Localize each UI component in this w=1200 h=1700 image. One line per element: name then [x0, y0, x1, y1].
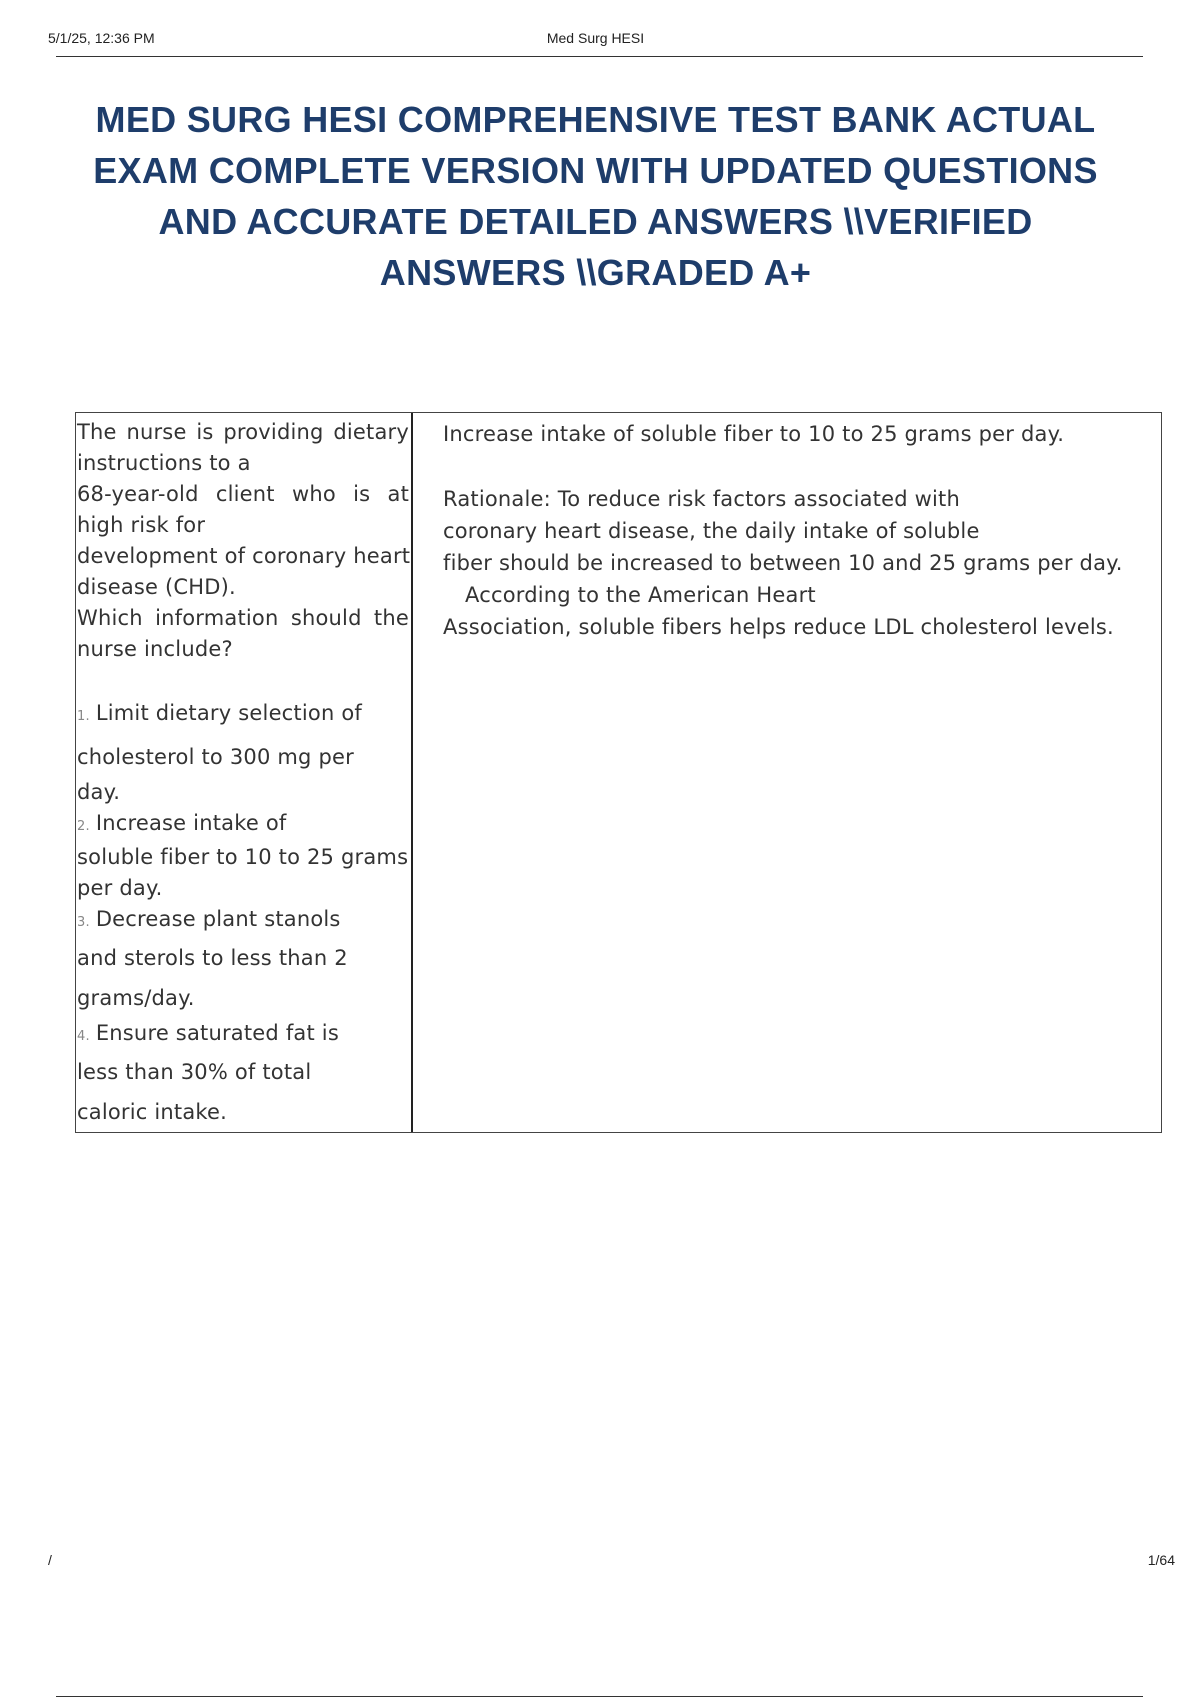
rationale-line: coronary heart disease, the daily intake of soluble: [443, 519, 980, 543]
option-text: Ensure saturated fat is: [95, 1021, 339, 1045]
title-line: ANSWERS \\GRADED A+: [379, 252, 812, 293]
answer-options: [77, 693, 409, 1132]
rationale-line: Rationale: To reduce risk factors associated with: [443, 487, 960, 511]
option-text: Limit dietary selection of: [95, 701, 362, 725]
rationale-line: According to the American Heart: [465, 583, 816, 607]
option-text: Increase intake of: [95, 811, 287, 835]
option-1: [77, 693, 409, 808]
question-stem-line: high risk for: [77, 513, 206, 537]
question-stem-line: Which information should the: [77, 606, 409, 630]
option-3: [77, 904, 409, 1018]
question-cell: [76, 413, 413, 1132]
page-title: [48, 94, 1143, 298]
question-answer-table: [75, 412, 1162, 1133]
option-text: Decrease plant stanols: [95, 907, 341, 931]
print-header: [48, 30, 1143, 56]
option-4: [77, 1018, 409, 1132]
option-number: 4.: [77, 1029, 90, 1044]
option-text: soluble fiber to 10 to 25 grams: [77, 845, 409, 869]
option-text: less than 30% of total: [77, 1060, 312, 1084]
option-2: [77, 808, 409, 904]
option-text: cholesterol to 300 mg per: [77, 745, 354, 769]
title-line: EXAM COMPLETE VERSION WITH UPDATED QUESTIONS: [93, 150, 1098, 191]
option-text: day.: [77, 780, 121, 804]
footer-divider: [56, 1696, 1143, 1697]
question-stem-line: development of coronary heart: [77, 544, 411, 568]
question-stem-line: nurse include?: [77, 637, 233, 661]
print-datetime: 5/1/25, 12:36 PM: [48, 30, 155, 46]
question-stem-line: disease (CHD).: [77, 575, 236, 599]
question-stem-line: instructions to a: [77, 451, 251, 475]
correct-answer: Increase intake of soluble fiber to 10 to 25 grams per day.: [443, 422, 1065, 446]
option-text: grams/day.: [77, 986, 195, 1010]
rationale-line: Association, soluble fibers helps reduce LDL cholesterol levels.: [443, 615, 1114, 639]
option-number: 3.: [77, 915, 90, 930]
option-text: caloric intake.: [77, 1100, 228, 1124]
title-line: MED SURG HESI COMPREHENSIVE TEST BANK ACTUAL: [95, 99, 1096, 140]
answer-cell: [413, 413, 1161, 1132]
option-text: per day.: [77, 876, 163, 900]
footer-mark: /: [48, 1552, 52, 1568]
rationale-line: fiber should be increased to between 10 and 25 grams per day.: [443, 551, 1123, 575]
print-doc-title: Med Surg HESI: [546, 30, 645, 46]
title-line: AND ACCURATE DETAILED ANSWERS \\VERIFIED: [158, 201, 1033, 242]
page-number: 1/64: [1147, 1552, 1175, 1568]
question-stem-line: 68-year-old client who is at: [77, 482, 409, 506]
question-stem-line: The nurse is providing dietary: [77, 420, 409, 444]
option-text: and sterols to less than 2: [77, 946, 348, 970]
option-number: 1.: [77, 709, 90, 724]
header-divider: [56, 56, 1143, 57]
option-number: 2.: [77, 819, 90, 834]
